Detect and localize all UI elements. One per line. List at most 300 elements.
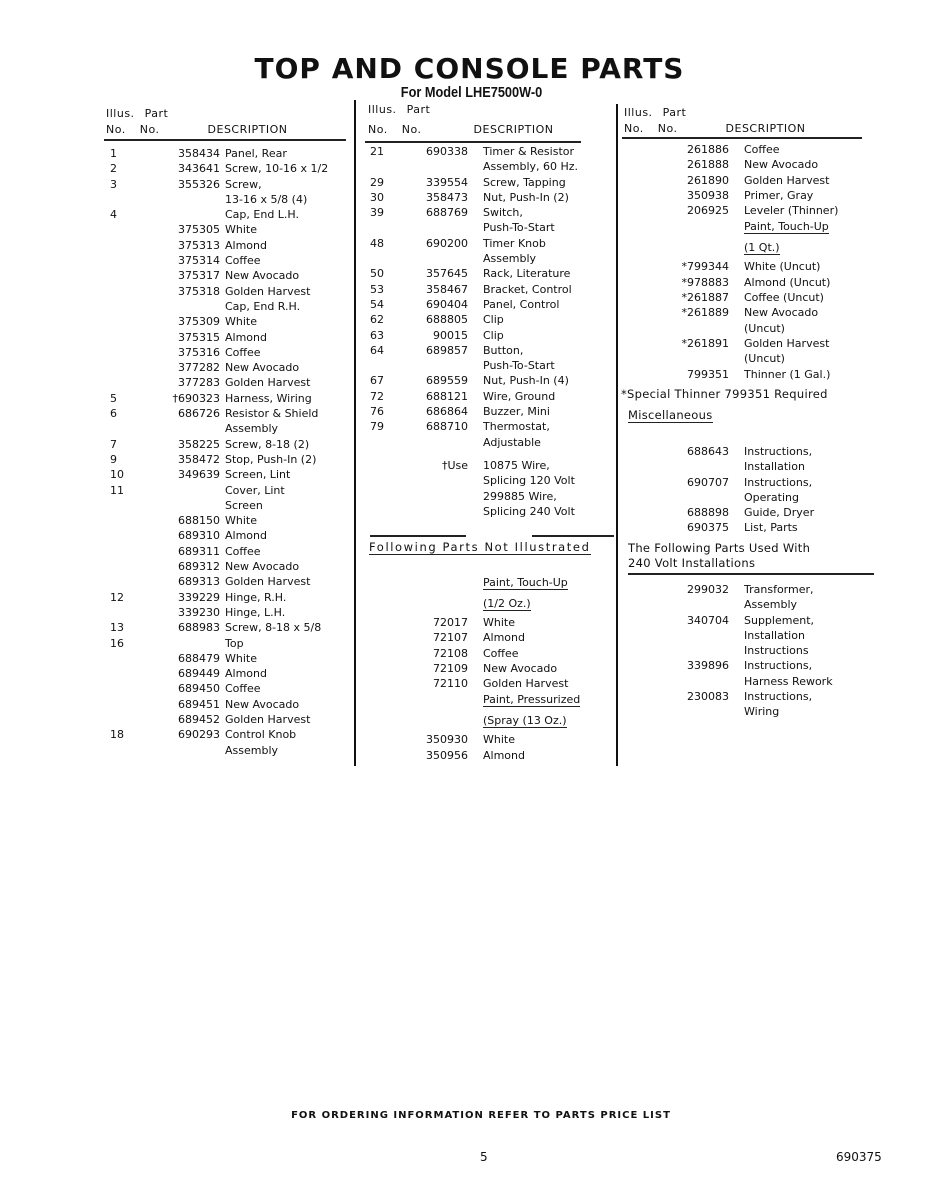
part-description-text: Transformer, <box>744 583 814 596</box>
part-label: Part <box>406 103 431 116</box>
description-label: DESCRIPTION <box>473 123 554 136</box>
description-label: DESCRIPTION <box>725 122 806 135</box>
part-number: 689559 <box>426 374 468 388</box>
illus-number: 5 <box>110 391 117 405</box>
part-description <box>225 513 257 528</box>
part-number: 689310 <box>178 529 220 543</box>
part-description-text: Instructions, <box>744 690 813 704</box>
part-description <box>225 268 299 283</box>
part-description-text: Harness, Wiring <box>225 391 312 405</box>
part-number: 358225 <box>178 437 220 451</box>
part-description <box>483 251 536 266</box>
part-number: 690707 <box>687 475 729 489</box>
part-number: 688898 <box>687 506 729 520</box>
part-number: 688710 <box>426 420 468 434</box>
part-description-text: (Uncut) <box>744 352 785 366</box>
part-description <box>483 236 546 251</box>
part-description <box>225 421 278 436</box>
illus-number: 16 <box>110 636 124 650</box>
column-header <box>624 105 806 137</box>
part-description-text: Panel, Rear <box>225 147 287 160</box>
part-description-text: Guide, Dryer <box>744 506 815 520</box>
part-description <box>744 475 812 490</box>
part-number: 358434 <box>178 147 220 160</box>
part-description <box>483 732 515 747</box>
part-number: *978883 <box>681 275 729 289</box>
part-description <box>225 681 261 696</box>
illus-number: 4 <box>110 208 117 222</box>
part-description <box>225 651 257 666</box>
part-number: 375305 <box>178 223 220 237</box>
part-description-text: White <box>483 616 515 629</box>
part-description-text: Wiring <box>744 705 780 719</box>
part-description <box>225 391 312 406</box>
part-description <box>744 351 785 366</box>
part-description-text: Golden Harvest <box>225 712 311 726</box>
part-description <box>744 674 833 689</box>
column-header <box>368 102 554 142</box>
part-number: 799351 <box>687 367 729 381</box>
part-number: 689313 <box>178 575 220 589</box>
page-title: TOP AND CONSOLE PARTS <box>254 52 685 85</box>
column-divider <box>354 100 356 766</box>
section-rule <box>370 535 466 537</box>
part-description <box>483 190 569 205</box>
part-description <box>225 253 261 268</box>
part-number: 689311 <box>178 544 220 558</box>
part-description-text: Golden Harvest <box>225 575 311 589</box>
part-description <box>225 483 285 498</box>
part-description <box>744 275 830 290</box>
part-description <box>744 305 818 320</box>
illus-number: 13 <box>110 621 124 635</box>
part-description <box>483 266 570 281</box>
part-number: 355326 <box>178 177 220 191</box>
part-number: 72110 <box>433 677 468 691</box>
part-number: 688121 <box>426 389 468 403</box>
part-number: 375317 <box>178 269 220 283</box>
part-description-text: Golden Harvest <box>744 336 830 350</box>
part-number: 343641 <box>178 162 220 176</box>
part-number: 689449 <box>178 667 220 681</box>
illus-number: 29 <box>370 175 384 189</box>
part-description-text: Bracket, Control <box>483 282 572 296</box>
part-description <box>744 259 820 274</box>
part-description <box>483 435 541 450</box>
part-description <box>225 161 328 176</box>
part-description-text: Resistor & Shield <box>225 407 319 421</box>
not-illustrated-heading-text: Following Parts Not Illustrated <box>369 540 591 554</box>
part-description-text: Assembly <box>483 252 537 266</box>
part-description-text: Control Knob <box>225 728 297 742</box>
part-description-text: (Spray (13 Oz.) <box>483 713 567 727</box>
part-description-text: Almond <box>483 748 525 762</box>
part-description <box>483 615 515 630</box>
part-description-text: 299885 Wire, <box>483 489 557 503</box>
part-description <box>483 389 555 404</box>
part-description <box>483 646 519 661</box>
part-number: 339896 <box>687 659 729 673</box>
illus-number: 64 <box>370 343 384 357</box>
part-description-text: 13-16 x 5/8 (4) <box>225 192 308 206</box>
part-number: 90015 <box>433 328 468 342</box>
part-number: 357645 <box>426 267 468 281</box>
part-number: 358473 <box>426 190 468 204</box>
part-number: 375313 <box>178 238 220 252</box>
part-description-text: Coffee (Uncut) <box>744 291 824 305</box>
part-description-text: Coffee <box>225 345 261 359</box>
illus-number: 53 <box>370 282 384 296</box>
part-description-text: Panel, Control <box>483 297 560 311</box>
part-description-text: Button, <box>483 343 524 357</box>
part-description-text: Hinge, L.H. <box>225 605 286 619</box>
part-number: 689450 <box>178 682 220 696</box>
part-description <box>483 419 550 434</box>
part-description-text: Wire, Ground <box>483 389 556 403</box>
part-description-text: Assembly <box>225 743 279 757</box>
240-volt-heading-line2: 240 Volt Installations <box>628 556 756 570</box>
part-description <box>225 697 299 712</box>
part-number: 690293 <box>178 728 220 742</box>
part-description <box>225 636 244 651</box>
part-number: 375316 <box>178 345 220 359</box>
part-description <box>483 712 567 730</box>
illus-number: 3 <box>110 177 117 191</box>
part-number: 690200 <box>426 236 468 250</box>
part-description-text: Golden Harvest <box>483 677 569 691</box>
part-description <box>744 336 829 351</box>
part-description-text: Coffee <box>483 646 519 660</box>
special-thinner-note: *Special Thinner 799351 Required <box>621 387 828 401</box>
part-description <box>483 159 578 174</box>
part-description <box>744 367 830 382</box>
part-description <box>225 605 285 620</box>
part-number: 689857 <box>426 343 468 357</box>
part-number: 690338 <box>426 145 468 158</box>
part-number: 689452 <box>178 712 220 726</box>
column-header <box>106 106 288 138</box>
ordering-info: FOR ORDERING INFORMATION REFER TO PARTS PRICE LIST <box>291 1110 671 1121</box>
part-description <box>483 144 574 159</box>
part-description <box>225 345 261 360</box>
part-description <box>483 328 504 343</box>
part-description-text: New Avocado <box>744 306 819 320</box>
illus-number: 39 <box>370 206 384 220</box>
part-number: 72109 <box>433 661 468 675</box>
part-description <box>225 375 310 390</box>
part-description-text: New Avocado <box>225 269 300 283</box>
part-description <box>483 676 568 691</box>
part-description-text: Coffee <box>744 143 780 156</box>
part-description <box>744 218 829 236</box>
part-description <box>744 582 814 597</box>
part-description-text: Clip <box>483 313 504 327</box>
part-description-text: White (Uncut) <box>744 260 821 274</box>
part-description <box>483 373 569 388</box>
part-description <box>483 691 580 709</box>
illus-number: 21 <box>370 145 384 158</box>
part-description-text: (Uncut) <box>744 321 785 335</box>
part-description <box>744 613 814 628</box>
illus-label: Illus. <box>106 107 135 120</box>
part-description-text: Leveler (Thinner) <box>744 204 839 218</box>
part-number: 688983 <box>178 621 220 635</box>
part-description-text: Almond <box>225 238 267 252</box>
part-description <box>225 406 318 421</box>
part-description-text: Almond <box>483 631 525 645</box>
part-description <box>744 505 814 520</box>
part-description <box>483 282 572 297</box>
part-description-text: New Avocado <box>225 361 300 375</box>
part-number: 688479 <box>178 651 220 665</box>
part-number: 350938 <box>687 188 729 202</box>
part-description <box>744 321 785 336</box>
part-number: 688805 <box>426 313 468 327</box>
no-label: No. <box>624 122 644 135</box>
part-description-text: Paint, Touch-Up <box>744 220 829 234</box>
part-number: 339229 <box>178 590 220 604</box>
part-description-text: Thermostat, <box>483 420 550 434</box>
part-description-text: Coffee <box>225 682 261 696</box>
part-description-text: Paint, Touch-Up <box>483 576 568 589</box>
part-description-text: Operating <box>744 490 799 504</box>
part-description-text: Nut, Push-In (4) <box>483 374 569 388</box>
part-description <box>744 188 813 203</box>
part-number: 350956 <box>426 748 468 762</box>
illus-number: 48 <box>370 236 384 250</box>
part-description-text: List, Parts <box>744 521 798 535</box>
part-description-text: New Avocado <box>225 697 300 711</box>
part-description <box>483 504 575 519</box>
illus-number: 12 <box>110 590 124 604</box>
part-number: 689451 <box>178 697 220 711</box>
header-rule <box>622 137 862 139</box>
part-description-text: White <box>225 651 257 665</box>
illus-number: 63 <box>370 328 384 342</box>
part-description <box>483 489 557 504</box>
part-description <box>744 203 838 218</box>
part-number: 358472 <box>178 452 220 466</box>
part-description <box>225 222 257 237</box>
part-description-text: Cover, Lint <box>225 483 285 497</box>
part-description <box>225 727 296 742</box>
part-description-text: Paint, Pressurized <box>483 693 581 707</box>
part-description-text: Screw, <box>225 177 262 191</box>
part-description-text: New Avocado <box>483 661 558 675</box>
part-number: 72107 <box>433 631 468 645</box>
part-description-text: Assembly <box>225 422 279 436</box>
part-description-text: Cap, End L.H. <box>225 208 299 222</box>
part-number: 261886 <box>687 143 729 156</box>
part-number: 688769 <box>426 206 468 220</box>
part-number: 261888 <box>687 158 729 172</box>
miscellaneous-heading <box>628 408 713 422</box>
part-description-text: Almond <box>225 667 267 681</box>
description-label: DESCRIPTION <box>207 123 288 136</box>
part-number: 299032 <box>687 583 729 596</box>
part-description <box>225 330 267 345</box>
part-description <box>225 437 309 452</box>
illus-number: 72 <box>370 389 384 403</box>
part-description-text: Nut, Push-In (2) <box>483 190 569 204</box>
no-label: No. <box>106 123 126 136</box>
part-description-text: Supplement, <box>744 613 815 627</box>
part-description <box>225 452 316 467</box>
part-description-text: Almond (Uncut) <box>744 275 831 289</box>
part-description <box>744 490 799 505</box>
part-description <box>744 520 798 535</box>
part-description <box>483 574 568 592</box>
part-description <box>225 544 261 559</box>
illus-number: 62 <box>370 313 384 327</box>
part-number: 358467 <box>426 282 468 296</box>
illus-number: 2 <box>110 162 117 176</box>
part-description-text: White <box>483 733 515 747</box>
part-number: 230083 <box>687 690 729 704</box>
part-description-text: White <box>225 223 257 237</box>
part-description-text: Clip <box>483 328 504 342</box>
part-description <box>225 299 300 314</box>
part-number: 349639 <box>178 468 220 482</box>
part-description <box>483 404 550 419</box>
part-description <box>225 559 299 574</box>
part-description <box>744 628 805 643</box>
part-description-text: (1/2 Oz.) <box>483 596 531 610</box>
part-number: 375318 <box>178 284 220 298</box>
part-description <box>744 643 809 658</box>
part-description-text: Hinge, R.H. <box>225 590 287 604</box>
part-description-text: Screw, 8-18 (2) <box>225 437 310 451</box>
part-description <box>483 343 523 358</box>
part-number: 375314 <box>178 254 220 268</box>
illus-number: 11 <box>110 483 124 497</box>
part-description <box>225 284 310 299</box>
part-description <box>483 595 531 613</box>
part-description-text: New Avocado <box>744 158 819 172</box>
part-description <box>483 630 525 645</box>
part-description <box>225 620 321 635</box>
part-description-text: Golden Harvest <box>225 284 311 298</box>
part-description-text: Timer & Resistor <box>483 145 575 158</box>
part-number: 689312 <box>178 560 220 574</box>
part-description <box>225 712 310 727</box>
illus-number: 79 <box>370 420 384 434</box>
part-number: 340704 <box>687 613 729 627</box>
part-description-text: Stop, Push-In (2) <box>225 452 317 466</box>
illus-label: Illus. <box>368 103 397 116</box>
illus-number: 18 <box>110 728 124 742</box>
part-description <box>225 666 267 681</box>
part-description-text: Switch, <box>483 206 523 220</box>
part-description-text: Splicing 120 Volt <box>483 474 575 488</box>
part-description <box>483 175 566 190</box>
part-description-text: Rack, Literature <box>483 267 571 281</box>
part-description <box>744 704 779 719</box>
part-number: 686726 <box>178 407 220 421</box>
part-description <box>483 358 555 373</box>
part-description-text: Push-To-Start <box>483 359 555 373</box>
part-number: 72108 <box>433 646 468 660</box>
no-label: No. <box>401 123 422 136</box>
part-description-text: Instructions, <box>744 659 813 673</box>
part-description <box>225 238 267 253</box>
page-number: 5 <box>480 1150 488 1164</box>
part-number: 339230 <box>178 605 220 619</box>
no-label: No. <box>657 122 678 135</box>
part-description-text: Golden Harvest <box>744 173 830 187</box>
no-label: No. <box>368 123 388 136</box>
illus-label: Illus. <box>624 106 653 119</box>
part-description-text: Golden Harvest <box>225 376 311 390</box>
not-illustrated-heading <box>369 540 591 554</box>
part-number: 261890 <box>687 173 729 187</box>
part-description-text: Screw, Tapping <box>483 175 566 189</box>
part-description <box>744 689 812 704</box>
part-description <box>483 661 557 676</box>
illus-number: 30 <box>370 190 384 204</box>
part-description <box>225 207 299 222</box>
part-description <box>483 205 523 220</box>
part-number: †Use <box>441 459 468 472</box>
part-number: *261891 <box>681 336 729 350</box>
part-description-text: Thinner (1 Gal.) <box>744 367 831 381</box>
part-description <box>225 360 299 375</box>
part-description <box>225 467 290 482</box>
part-number: 72017 <box>433 616 468 629</box>
part-description-text: New Avocado <box>225 560 300 574</box>
illus-number: 7 <box>110 437 117 451</box>
part-description-text: Screw, 8-18 x 5/8 <box>225 621 322 635</box>
model-subtitle: For Model LHE7500W-0 <box>400 84 543 101</box>
part-description-text: Primer, Gray <box>744 188 814 202</box>
section-rule <box>532 535 614 537</box>
part-description-text: Splicing 240 Volt <box>483 504 575 518</box>
part-label: Part <box>662 106 687 119</box>
part-description <box>744 444 812 459</box>
part-description <box>225 528 267 543</box>
part-description-text: Assembly <box>744 598 798 612</box>
part-description-text: Coffee <box>225 254 261 268</box>
part-description-text: Top <box>225 636 244 650</box>
part-number: 377283 <box>178 376 220 390</box>
part-description-text: White <box>225 315 257 329</box>
part-description <box>744 157 818 172</box>
part-description-text: White <box>225 514 257 528</box>
part-description <box>225 177 262 192</box>
part-description-text: Installation <box>744 460 805 474</box>
document-number: 690375 <box>836 1150 882 1164</box>
part-number: 690404 <box>426 297 468 311</box>
part-description-text: Timer Knob <box>483 236 546 250</box>
part-description-text: Installation <box>744 628 805 642</box>
part-description-text: Almond <box>225 529 267 543</box>
part-description <box>483 458 550 473</box>
header-rule <box>365 141 581 143</box>
part-description <box>744 658 812 673</box>
part-description-text: Coffee <box>225 544 261 558</box>
part-description-text: Adjustable <box>483 435 541 449</box>
part-description <box>225 743 278 758</box>
part-description <box>225 146 287 161</box>
part-number: *799344 <box>681 260 729 274</box>
part-description-text: Almond <box>225 330 267 344</box>
part-description <box>744 239 780 257</box>
part-description-text: Harness Rework <box>744 674 833 688</box>
illus-number: 1 <box>110 147 117 160</box>
240-volt-heading-line1: The Following Parts Used With <box>628 541 811 555</box>
part-description-text: Screw, 10-16 x 1/2 <box>225 162 329 176</box>
part-number: 339554 <box>426 175 468 189</box>
